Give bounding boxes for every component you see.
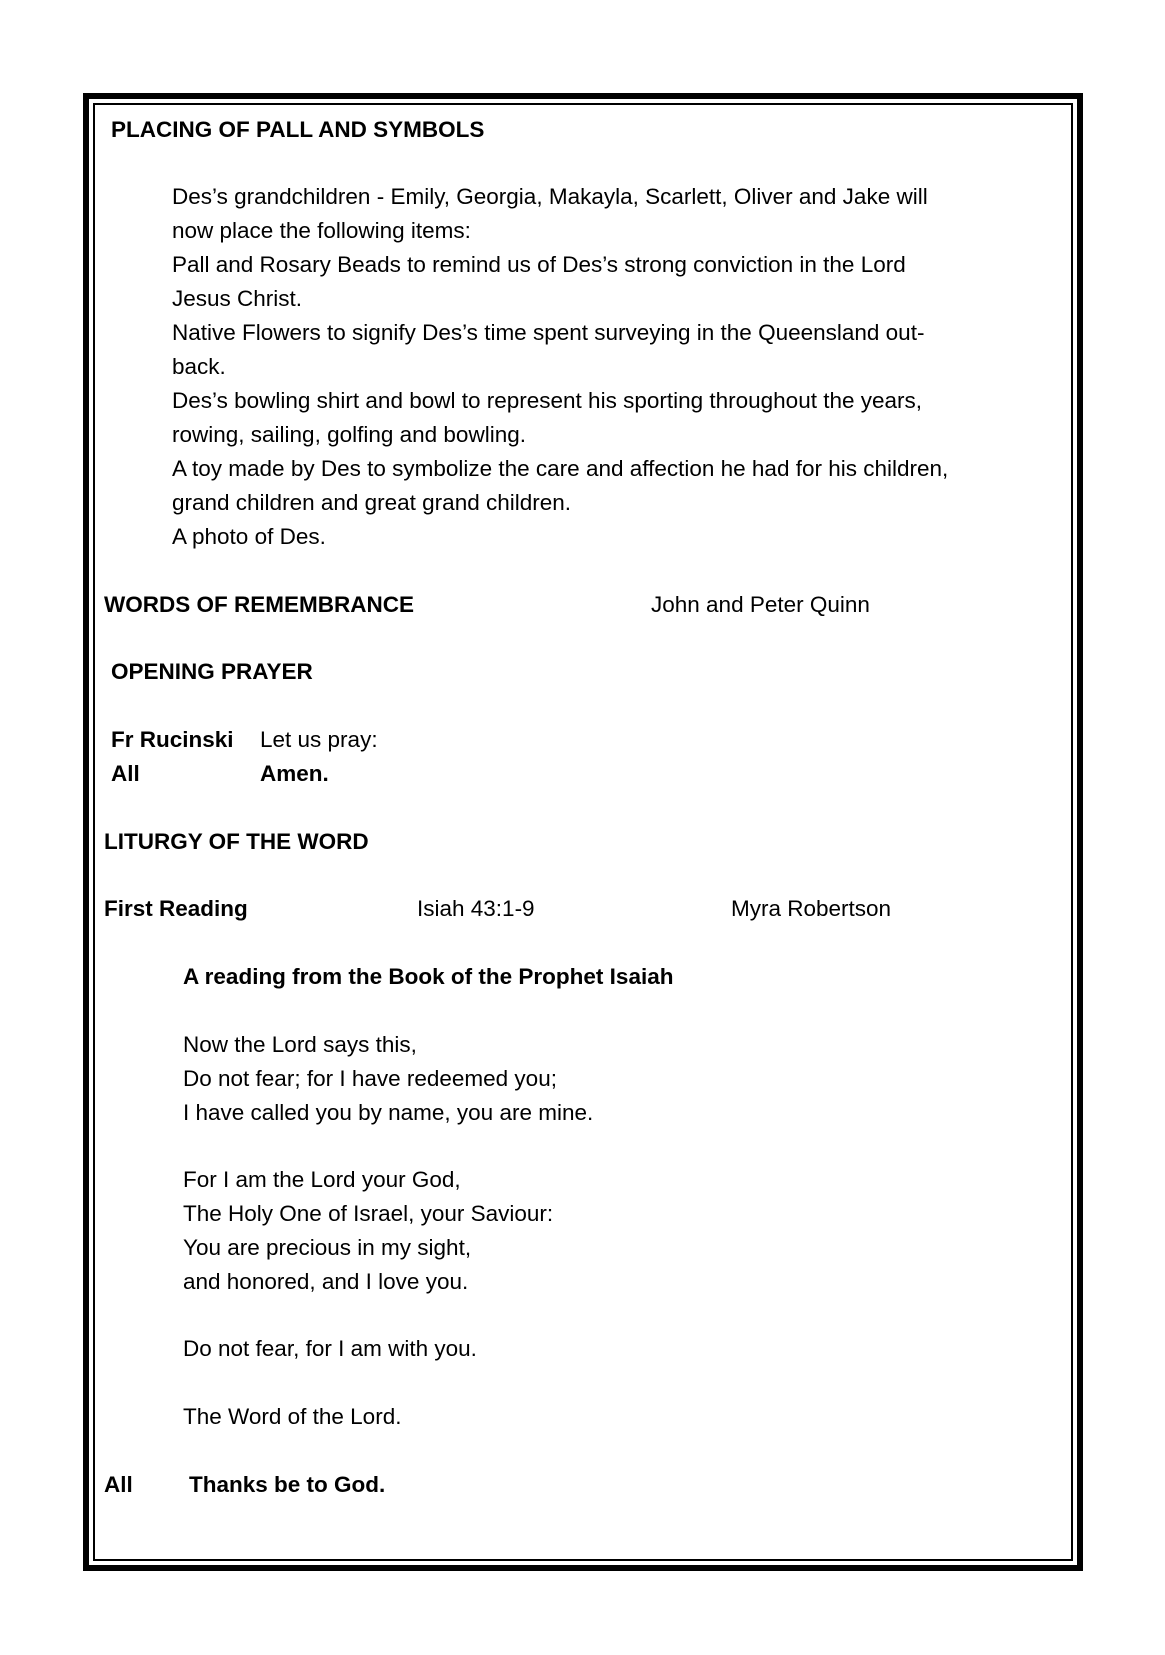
prayer-speaker-priest: Fr Rucinski <box>111 727 234 752</box>
placing-line: A photo of Des. <box>172 524 326 549</box>
prayer-speaker-all: All <box>111 761 140 786</box>
placing-line: rowing, sailing, golfing and bowling. <box>172 422 526 447</box>
liturgy-heading: LITURGY OF THE WORD <box>104 829 369 854</box>
reading-line: The Holy One of Israel, your Saviour: <box>183 1201 554 1226</box>
first-reading-reference: Isiah 43:1-9 <box>417 896 535 921</box>
reading-line: Now the Lord says this, <box>183 1032 417 1057</box>
placing-line: Native Flowers to signify Des’s time spent surveying in the Queensland out- <box>172 320 925 345</box>
response-speaker-all: All <box>104 1472 133 1497</box>
reading-line: For I am the Lord your God, <box>183 1167 461 1192</box>
placing-body <box>172 180 948 554</box>
prayer-text-priest: Let us pray: <box>260 727 378 752</box>
remembrance-heading: WORDS OF REMEMBRANCE <box>104 592 414 617</box>
reading-stanza-1 <box>183 1028 593 1130</box>
reading-line: I have called you by name, you are mine. <box>183 1100 594 1125</box>
placing-heading: PLACING OF PALL AND SYMBOLS <box>111 117 485 142</box>
placing-line: Des’s bowling shirt and bowl to represent his sporting throughout the years, <box>172 388 923 413</box>
placing-line: A toy made by Des to symbolize the care and affection he had for his children, <box>172 456 949 481</box>
placing-line: Jesus Christ. <box>172 286 303 311</box>
reading-line: Do not fear; for I have redeemed you; <box>183 1066 557 1091</box>
opening-prayer-heading: OPENING PRAYER <box>111 659 313 684</box>
placing-line: grand children and great grand children. <box>172 490 572 515</box>
first-reading-label: First Reading <box>104 896 248 921</box>
placing-line: back. <box>172 354 226 379</box>
reading-line: and honored, and I love you. <box>183 1269 469 1294</box>
response-text: Thanks be to God. <box>189 1472 386 1497</box>
reading-closing: The Word of the Lord. <box>183 1404 402 1429</box>
prayer-response-all: Amen. <box>260 761 329 786</box>
placing-line: now place the following items: <box>172 218 471 243</box>
reading-stanza-2 <box>183 1163 553 1299</box>
placing-line: Des’s grandchildren - Emily, Georgia, Makayla, Scarlett, Oliver and Jake will <box>172 184 928 209</box>
reading-line: You are precious in my sight, <box>183 1235 472 1260</box>
reading-title: A reading from the Book of the Prophet Isaiah <box>183 964 674 989</box>
reading-stanza-3: Do not fear, for I am with you. <box>183 1336 477 1361</box>
remembrance-speakers: John and Peter Quinn <box>651 592 870 617</box>
placing-line: Pall and Rosary Beads to remind us of Des’s strong conviction in the Lord <box>172 252 906 277</box>
first-reading-reader: Myra Robertson <box>731 896 892 921</box>
